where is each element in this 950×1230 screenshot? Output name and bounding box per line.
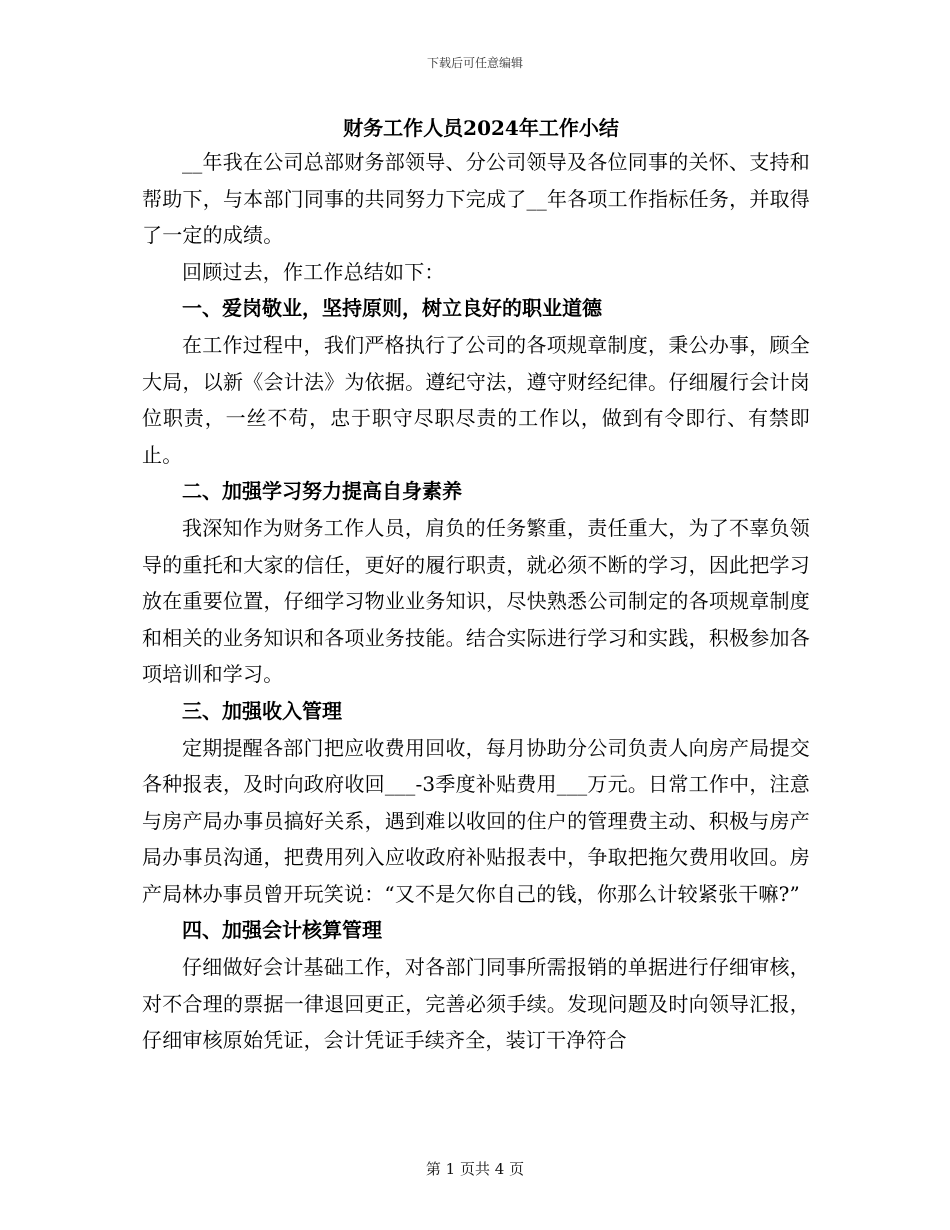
section-heading-4: 四、加强会计核算管理 — [182, 918, 382, 942]
section-heading-3: 三、加强收入管理 — [182, 698, 342, 723]
review-paragraph: 回顾过去，作工作总结如下： — [182, 259, 445, 284]
section-body-2: 我深知作为财务工作人员，肩负的任务繁重，责任重大，为了不辜负领导的重托和大家的信任，更好的履行职责，就必须不断的学习，因此把学习放在重要位置，仔细学习物业业务知识，尽快熟悉公司制定的各项规章制度和相关的业务知识和各项业务技能。结合实际进行学习和实践，积极参加各项培训和学习。 — [142, 516, 810, 686]
section-body-3: 定期提醒各部门把应收费用回收，每月协助分公司负责人向房产局提交各种报表，及时向政府收回___-3季度补贴费用___万元。日常工作中，注意与房产局办事员搞好关系，遇到难以收回的住户的管理费主动、积极与房产局办事员沟通，把费用列入应收政府补贴报表中，争取把拖欠费用收回。房产局林办事员曾开玩笑说：“又不是欠你自己的钱，你那么计较紧张干嘛?” — [142, 735, 810, 906]
section-heading-1: 一、爱岗敬业，坚持原则，树立良好的职业道德 — [182, 296, 602, 320]
page-number: 第 1 页共 4 页 — [425, 1160, 525, 1178]
section-body-1: 在工作过程中，我们严格执行了公司的各项规章制度，秉公办事，顾全大局，以新《会计法》为依据。遵纪守法，遵守财经纪律。仔细履行会计岗位职责，一丝不苟，忠于职守尽职尽责的工作以，做到有令即行、有禁即止。 — [142, 333, 810, 467]
section-body-4: 仔细做好会计基础工作，对各部门同事所需报销的单据进行仔细审核，对不合理的票据一律退回更正，完善必须手续。发现问题及时向领导汇报，仔细审核原始凭证，会计凭证手续齐全，装订干净符合 — [142, 955, 810, 1052]
section-heading-2: 二、加强学习努力提高自身素养 — [182, 479, 462, 503]
document-body — [142, 112, 810, 1059]
document-title: 财务工作人员2024年工作小结 — [343, 116, 619, 140]
page-header-note: 下载后可任意编辑 — [426, 56, 523, 70]
intro-paragraph: __年我在公司总部财务部领导、分公司领导及各位同事的关怀、支持和帮助下，与本部门同事的共同努力下完成了__年各项工作指标任务，并取得了一定的成绩。 — [142, 150, 810, 247]
